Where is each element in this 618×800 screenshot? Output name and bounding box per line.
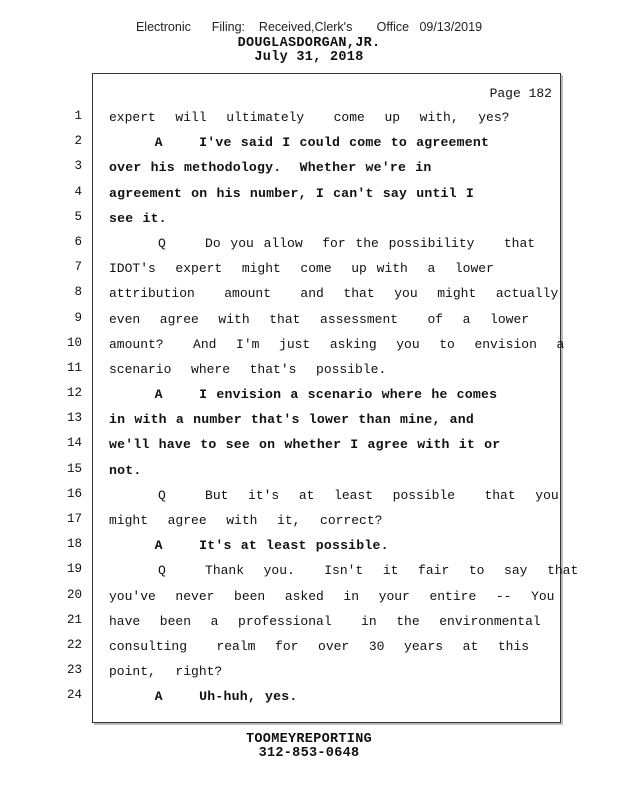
line-number: 12 <box>66 386 82 401</box>
line-text: not. <box>109 462 142 478</box>
transcript-line <box>0 157 618 182</box>
line-text: have been a professional in the environmental <box>109 613 541 629</box>
line-text: consulting realm for over 30 years at this <box>109 638 530 654</box>
line-number: 21 <box>66 612 82 627</box>
transcript-line <box>0 661 618 686</box>
line-number: 6 <box>74 234 82 249</box>
reporter-company: TOOMEYREPORTING <box>245 732 373 747</box>
line-number: 5 <box>74 209 82 224</box>
line-number: 2 <box>74 134 82 149</box>
transcript-line <box>0 535 618 560</box>
line-number: 10 <box>66 335 82 350</box>
reporter-phone: 312-853-0648 <box>258 746 360 761</box>
line-text: attribution amount and that you might actually <box>109 286 559 302</box>
transcript-line <box>0 233 618 258</box>
transcript-line <box>0 485 618 510</box>
line-text: see it. <box>109 210 167 226</box>
line-number: 4 <box>74 184 82 199</box>
line-number: 1 <box>74 109 82 123</box>
transcript-line <box>0 560 618 585</box>
line-number: 18 <box>66 537 82 552</box>
line-number: 17 <box>66 512 82 526</box>
line-text: point, right? <box>109 664 223 680</box>
line-text: Q But it's at least possible that you <box>109 487 559 503</box>
line-text: A I've said I could come to agreement <box>109 135 490 151</box>
line-text: A It's at least possible. <box>109 538 389 554</box>
transcript-line <box>0 258 618 283</box>
transcript-line <box>0 510 618 535</box>
transcript-line <box>0 208 618 233</box>
transcript-line <box>0 434 618 459</box>
transcript-line <box>0 384 618 409</box>
line-text: Q Do you allow for the possibility that <box>109 235 536 251</box>
transcript-line <box>0 611 618 636</box>
filing-stamp: Electronic Filing: Received,Clerk's Office 09/13/2019 <box>135 20 483 34</box>
deponent-name: DOUGLASDORGAN,JR. <box>237 36 381 51</box>
line-number: 3 <box>74 159 82 174</box>
line-text: might agree with it, correct? <box>109 513 383 528</box>
line-text: Q Thank you. Isn't it fair to say that <box>109 563 579 579</box>
line-text: IDOT's expert might come up with a lower <box>109 261 494 277</box>
line-number: 16 <box>66 486 82 501</box>
line-text: over his methodology. Whether we're in <box>109 160 432 176</box>
line-number: 13 <box>66 411 82 426</box>
line-number: 19 <box>66 562 82 577</box>
line-number: 22 <box>66 637 82 652</box>
line-text: A I envision a scenario where he comes <box>109 387 498 403</box>
line-number: 9 <box>74 310 82 325</box>
line-text: we'll have to see on whether I agree with it or <box>109 437 501 453</box>
transcript-line <box>0 183 618 208</box>
transcript-line <box>0 686 618 711</box>
line-number: 7 <box>74 260 82 275</box>
transcript-line <box>0 309 618 334</box>
line-text: scenario where that's possible. <box>109 361 387 377</box>
transcript-line <box>0 636 618 661</box>
transcript-line <box>0 132 618 157</box>
deposition-date: July 31, 2018 <box>254 50 364 65</box>
line-text: agreement on his number, I can't say until I <box>109 185 475 201</box>
line-text: you've never been asked in your entire -- You <box>109 588 555 604</box>
line-number: 24 <box>66 688 82 703</box>
transcript-line <box>0 107 618 132</box>
line-text: expert will ultimately come up with, yes? <box>109 110 510 125</box>
page-number: Page 182 <box>489 86 552 101</box>
line-text: even agree with that assessment of a lower <box>109 311 530 327</box>
transcript-lines <box>0 107 618 712</box>
transcript-line <box>0 409 618 434</box>
line-number: 15 <box>66 461 82 476</box>
transcript-line <box>0 334 618 359</box>
transcript-line <box>0 586 618 611</box>
line-number: 8 <box>74 285 82 300</box>
transcript-line <box>0 283 618 308</box>
line-text: A Uh-huh, yes. <box>109 689 298 705</box>
line-number: 14 <box>66 436 82 451</box>
transcript-line <box>0 359 618 384</box>
line-number: 20 <box>66 587 82 602</box>
line-number: 11 <box>66 360 82 375</box>
line-text: in with a number that's lower than mine, and <box>109 412 475 428</box>
line-number: 23 <box>66 663 82 678</box>
transcript-line <box>0 460 618 485</box>
line-text: amount? And I'm just asking you to envision a <box>109 336 565 352</box>
